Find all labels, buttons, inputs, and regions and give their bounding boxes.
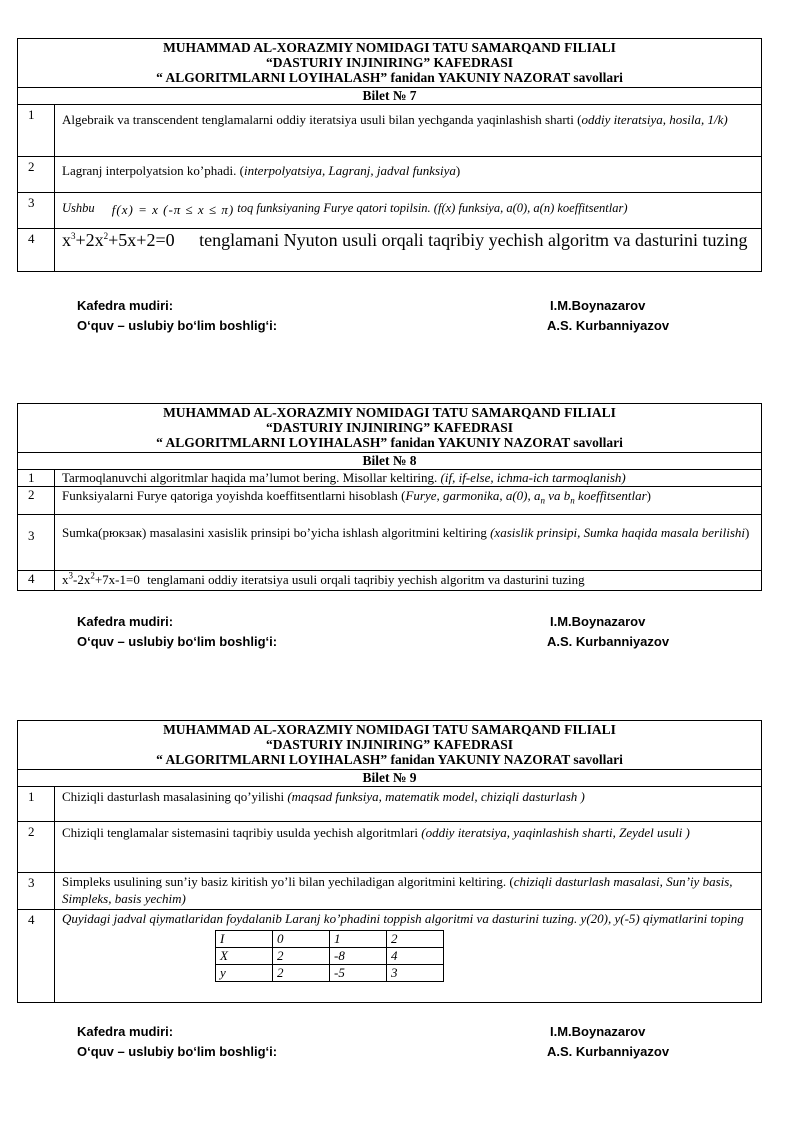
bilet-title: Bilet № 8 bbox=[18, 453, 761, 470]
question-row-4 bbox=[18, 571, 761, 590]
question-text: Simpleks usulining sun’iy basiz kiritish yo’li bilan yechiladigan algoritmini keltiring. (chiziqli dasturlash masalasi, Sun’iy basis, Simpleks, basis yechim) bbox=[62, 874, 733, 906]
table-cell: 0 bbox=[273, 931, 330, 948]
table-cell: 1 bbox=[330, 931, 387, 948]
signatures-9 bbox=[77, 1024, 677, 1064]
ticket-8 bbox=[17, 403, 762, 591]
question-number: 1 bbox=[18, 470, 55, 486]
table-row bbox=[216, 931, 444, 948]
question-text: Algebraik va transcendent tenglamalarni oddiy iteratsiya usuli bilan yechganda yaqinlashish sharti (oddiy iteratsiya, hosila, 1/k) bbox=[62, 112, 728, 127]
question-number: 4 bbox=[18, 229, 55, 271]
question-text: Quyidagi jadval qiymatlaridan foydalanib Laranj ko’phadini toppish algoritmi va dasturini tuzing. y(20), y(-5) qiymatlarini toping I 0 1 2 X 2 -8 4 y 2 -5 3 bbox=[62, 911, 744, 980]
question-text: Chiziqli tenglamalar sistemasini taqribiy usulda yechish algoritmlari (oddiy iteratsiya, yaqinlashish sharti, Zeydel usuli ) bbox=[62, 825, 690, 840]
question-text: $x^3+2x^2+5x+2=0$ tenglamani Nyuton usuli orqali taqribiy yechish algoritm va dasturini tuzing bbox=[62, 230, 748, 250]
question-text: Sumka(рюкзак) masalasini xasislik prinsipi bo’yicha ishlash algoritmini keltiring (xasislik prinsipi, Sumka haqida masala berilishi) bbox=[62, 525, 750, 540]
ticket-header bbox=[18, 721, 761, 770]
values-table bbox=[215, 930, 444, 982]
header-line3: “ ALGORITMLARNI LOYIHALASH” fanidan YAKUNIY NAZORAT savollari bbox=[156, 435, 623, 450]
question-text: Tarmoqlanuvchi algoritmlar haqida ma’lumot bering. Misollar keltiring. (if, if-else, ichma-ich tarmoqlanish) bbox=[62, 470, 626, 485]
dept-name: A.S. Kurbanniyazov bbox=[547, 634, 670, 649]
question-text: Chiziqli dasturlash masalasining qo’yilishi (maqsad funksiya, matematik model, chiziqli dasturlash ) bbox=[62, 789, 585, 804]
table-cell: I bbox=[216, 931, 273, 948]
question-number: 3 bbox=[18, 873, 55, 909]
dept-label: O‘quv – uslubiy bo‘lim boshlig‘i: bbox=[77, 318, 278, 333]
header-line2: “DASTURIY INJINIRING” KAFEDRASI bbox=[265, 737, 514, 752]
header-line1: MUHAMMAD AL-XORAZMIY NOMIDAGI TATU SAMARQAND FILIALI bbox=[163, 40, 616, 55]
equation: $x^3+2x^2+5x+2=0$ bbox=[62, 230, 175, 250]
header-line2: “DASTURIY INJINIRING” KAFEDRASI bbox=[265, 420, 514, 435]
question-text: Lagranj interpolyatsion ko’phadi. (interpolyatsiya, Lagranj, jadval funksiya) bbox=[62, 163, 461, 178]
dept-label: O‘quv – uslubiy bo‘lim boshlig‘i: bbox=[77, 634, 278, 649]
equation: $x^3-2x^2+7x-1=0$ bbox=[62, 570, 140, 587]
bilet-title: Bilet № 7 bbox=[18, 88, 761, 105]
table-cell: y bbox=[216, 965, 273, 982]
question-number: 4 bbox=[18, 571, 55, 590]
ticket-7 bbox=[17, 38, 762, 272]
question-text: Ushbu f(x) = x (-π ≤ x ≤ π) toq funksiyaning Furye qatori topilsin. (f(x) funksiya, a(0), a(n) koeffitsentlar) bbox=[62, 201, 628, 217]
question-row-2 bbox=[18, 157, 761, 193]
header-line1: MUHAMMAD AL-XORAZMIY NOMIDAGI TATU SAMARQAND FILIALI bbox=[163, 405, 616, 420]
question-text: $x^3-2x^2+7x-1=0$ tenglamani oddiy iteratsiya usuli orqali taqribiy yechish algoritm va dasturini tuzing bbox=[62, 570, 585, 587]
table-cell: 2 bbox=[273, 965, 330, 982]
signatures-7 bbox=[77, 298, 677, 338]
dept-name: A.S. Kurbanniyazov bbox=[547, 318, 670, 333]
head-label: Kafedra mudiri: bbox=[77, 1024, 174, 1039]
question-number: 1 bbox=[18, 105, 55, 156]
table-cell: -8 bbox=[330, 948, 387, 965]
table-row bbox=[216, 965, 444, 982]
question-row-4 bbox=[18, 229, 761, 271]
dept-label: O‘quv – uslubiy bo‘lim boshlig‘i: bbox=[77, 1044, 278, 1059]
bilet-title: Bilet № 9 bbox=[18, 770, 761, 787]
header-line3: “ ALGORITMLARNI LOYIHALASH” fanidan YAKUNIY NAZORAT savollari bbox=[156, 70, 623, 85]
ticket-9 bbox=[17, 720, 762, 1003]
question-row-1 bbox=[18, 470, 761, 487]
header-line3: “ ALGORITMLARNI LOYIHALASH” fanidan YAKUNIY NAZORAT savollari bbox=[156, 752, 623, 767]
question-number: 4 bbox=[18, 910, 55, 1002]
head-label: Kafedra mudiri: bbox=[77, 614, 174, 629]
signatures-8 bbox=[77, 614, 677, 654]
header-line2: “DASTURIY INJINIRING” KAFEDRASI bbox=[265, 55, 514, 70]
question-number: 1 bbox=[18, 787, 55, 821]
head-name: I.M.Boynazarov bbox=[550, 1024, 646, 1039]
table-cell: X bbox=[216, 948, 273, 965]
table-row bbox=[216, 948, 444, 965]
dept-name: A.S. Kurbanniyazov bbox=[547, 1044, 670, 1059]
header-line1: MUHAMMAD AL-XORAZMIY NOMIDAGI TATU SAMARQAND FILIALI bbox=[163, 722, 616, 737]
question-row-2 bbox=[18, 822, 761, 873]
question-row-3 bbox=[18, 193, 761, 229]
question-row-4 bbox=[18, 910, 761, 1002]
question-row-3 bbox=[18, 873, 761, 910]
table-cell: 3 bbox=[387, 965, 444, 982]
table-cell: -5 bbox=[330, 965, 387, 982]
ticket-header bbox=[18, 39, 761, 88]
table-cell: 2 bbox=[273, 948, 330, 965]
head-name: I.M.Boynazarov bbox=[550, 614, 646, 629]
question-row-1 bbox=[18, 787, 761, 822]
question-number: 3 bbox=[18, 193, 55, 228]
question-row-1 bbox=[18, 105, 761, 157]
ticket-header bbox=[18, 404, 761, 453]
question-number: 2 bbox=[18, 157, 55, 192]
question-row-2 bbox=[18, 487, 761, 515]
head-label: Kafedra mudiri: bbox=[77, 298, 174, 313]
fourier-formula: f(x) = x (-π ≤ x ≤ π) bbox=[111, 201, 235, 217]
question-number: 2 bbox=[18, 487, 55, 514]
table-cell: 2 bbox=[387, 931, 444, 948]
table-cell: 4 bbox=[387, 948, 444, 965]
question-number: 3 bbox=[18, 515, 55, 570]
head-name: I.M.Boynazarov bbox=[550, 298, 646, 313]
question-row-3 bbox=[18, 515, 761, 571]
question-number: 2 bbox=[18, 822, 55, 872]
question-text: Funksiyalarni Furye qatoriga yoyishda koeffitsentlarni hisoblash (Furye, garmonika, a(0), $a_n$ va $b_n$ koeffitsentlar) bbox=[62, 488, 651, 506]
